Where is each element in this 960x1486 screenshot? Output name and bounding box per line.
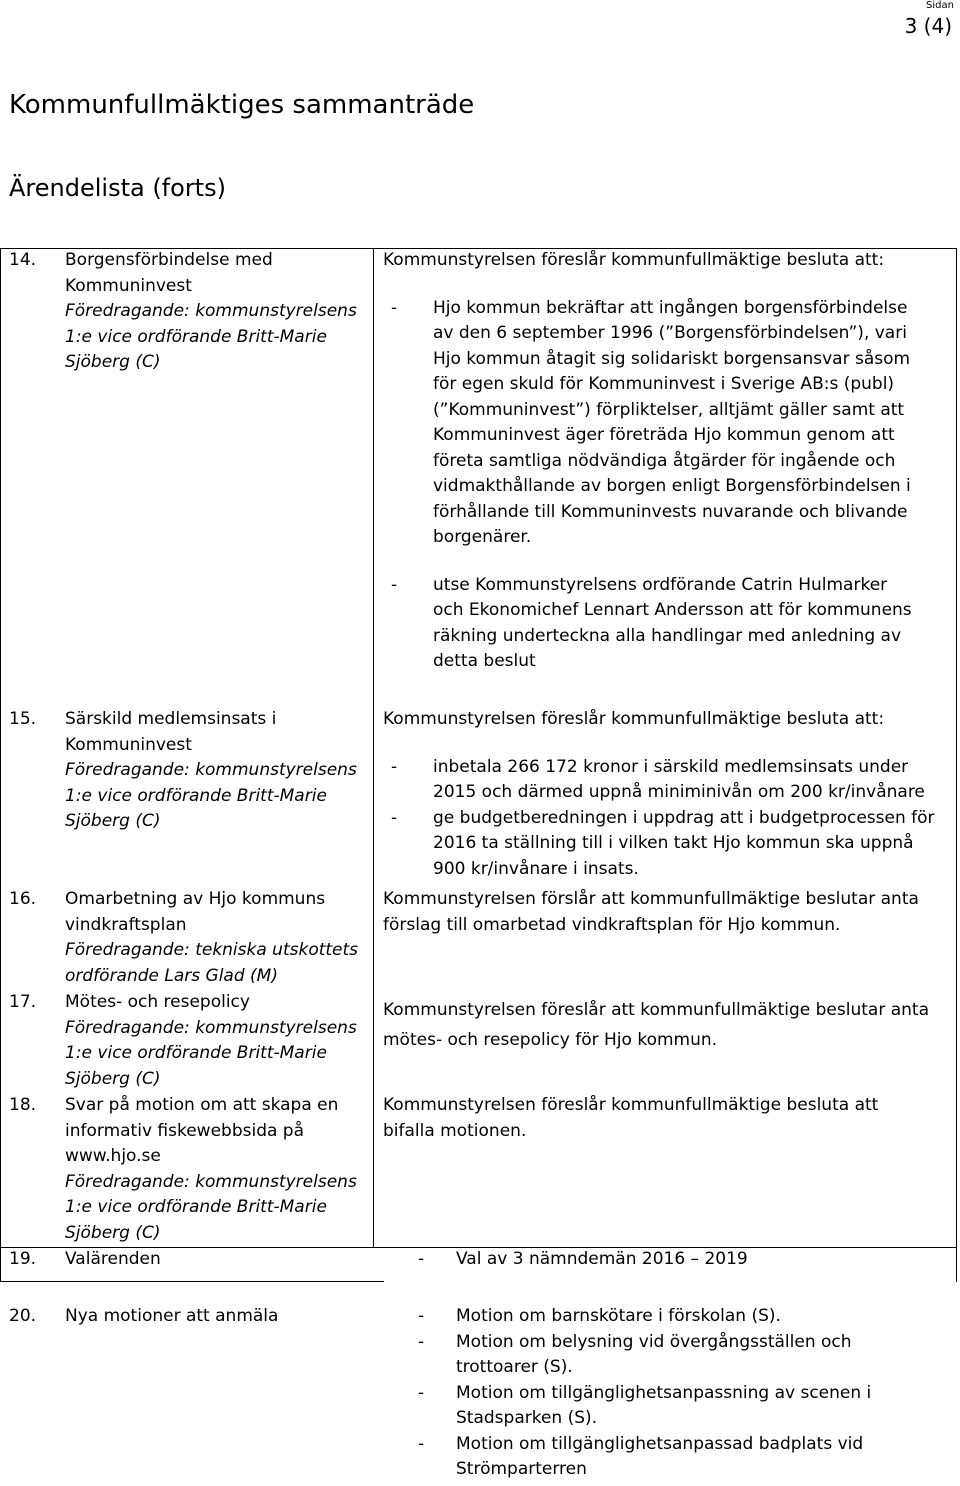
proposal-lead: Kommunstyrelsen föreslår kommunfullmäktige besluta att:: [383, 250, 885, 270]
presenter-line: 1:e vice ordförande Britt-Marie: [65, 1197, 327, 1217]
bullet-line: 2016 ta ställning till i vilken takt Hjo kommun ska uppnå: [433, 833, 914, 853]
proposal-line: förslag till omarbetad vindkraftsplan för Hjo kommun.: [383, 914, 841, 935]
presenter-line: Sjöberg (C): [65, 352, 161, 372]
proposal-line: Kommunstyrelsen föreslår att kommunfullmäktige beslutar anta: [383, 1000, 929, 1020]
bullet-line: Strömparterren: [456, 1459, 587, 1479]
item-20-right: [418, 1304, 958, 1483]
presenter-line: Sjöberg (C): [65, 1068, 161, 1089]
bullet-line: Stadsparken (S).: [456, 1408, 598, 1428]
item-18-right: [383, 1093, 953, 1144]
item-20-left: [9, 1304, 369, 1330]
bullet-line: Val av 3 nämndemän 2016 – 2019: [456, 1249, 748, 1269]
bullet-line: företa samtliga nödvändiga åtgärder för ingående och: [433, 450, 896, 471]
presenter-line: Föredragande: kommunstyrelsens: [65, 760, 357, 780]
item-title-line: Borgensförbindelse med: [65, 250, 273, 270]
item-title: Valärenden: [65, 1249, 161, 1269]
item-number: 16.: [9, 889, 37, 909]
bullet-line: Motion om belysning vid övergångsställen och: [456, 1331, 852, 1352]
item-title-line: Omarbetning av Hjo kommuns: [65, 889, 326, 909]
item-number: 17.: [9, 992, 37, 1012]
bullet-line: räkning underteckna alla handlingar med anledning av: [433, 625, 902, 646]
proposal-line: Kommunstyrelsen föreslår kommunfullmäktige besluta att: [383, 1095, 879, 1115]
item-14-right: [383, 248, 953, 675]
item-17-right: [383, 995, 953, 1055]
presenter-line: 1:e vice ordförande Britt-Marie: [65, 326, 327, 347]
item-19-right: [418, 1247, 958, 1273]
proposal-bullet: [383, 755, 953, 806]
proposal-bullet: [383, 573, 953, 675]
bullet-dash: -: [391, 574, 398, 595]
item-15-left: [9, 707, 369, 835]
proposal-lead: Kommunstyrelsen föreslår kommunfullmäktige besluta att:: [383, 709, 885, 729]
bullet-line: förhållande till Kommuninvests nuvarande och blivande: [433, 501, 908, 522]
bullet-dash: -: [418, 1249, 425, 1269]
motion-bullet: [418, 1304, 958, 1330]
item-title-line: www.hjo.se: [65, 1146, 161, 1166]
item-title-line: Kommuninvest: [65, 734, 192, 755]
bullet-line: borgenärer.: [433, 527, 532, 547]
motion-bullet: [418, 1330, 958, 1381]
bullet-dash: -: [391, 756, 398, 777]
page-subtitle: Ärendelista (forts): [9, 174, 226, 202]
item-title-line: Särskild medlemsinsats i: [65, 709, 277, 729]
motion-bullet: [418, 1381, 958, 1432]
bullet-line: Kommuninvest äger företräda Hjo kommun genom att: [433, 425, 895, 445]
item-number: 18.: [9, 1095, 37, 1115]
bullet-line: Hjo kommun åtagit sig solidariskt borgensansvar såsom: [433, 348, 911, 369]
row-divider-20: [0, 1281, 384, 1282]
item-18-left: [9, 1093, 369, 1246]
presenter-line: Föredragande: kommunstyrelsens: [65, 301, 357, 321]
column-divider: [373, 248, 374, 1248]
page-title: Kommunfullmäktiges sammanträde: [9, 90, 475, 120]
item-17-left: [9, 990, 369, 1092]
bullet-line: ge budgetberedningen i uppdrag att i budgetprocessen för: [433, 807, 935, 828]
presenter-line: Sjöberg (C): [65, 1222, 161, 1243]
item-title-line: Mötes- och resepolicy: [65, 992, 250, 1012]
item-15-right: [383, 707, 953, 882]
bullet-line: vidmakthållande av borgen enligt Borgensförbindelsen i: [433, 476, 911, 496]
sidan-label: Sidan: [926, 0, 954, 11]
item-16-right: [383, 887, 953, 938]
bullet-line: inbetala 266 172 kronor i särskild medlemsinsats under: [433, 756, 909, 777]
item-16-left: [9, 887, 369, 989]
bullet-dash: -: [418, 1331, 425, 1352]
item-number: 19.: [9, 1249, 37, 1269]
item-title-line: vindkraftsplan: [65, 914, 187, 935]
item-14-left: [9, 248, 369, 376]
bullet-line: Motion om tillgänglighetsanpassning av scenen i: [456, 1382, 872, 1403]
proposal-line: bifalla motionen.: [383, 1120, 527, 1141]
item-title: Nya motioner att anmäla: [65, 1306, 279, 1326]
item-title-line: Svar på motion om att skapa en: [65, 1095, 339, 1115]
bullet-line: Motion om tillgänglighetsanpassad badplats vid: [456, 1433, 864, 1454]
item-number: 20.: [9, 1306, 37, 1326]
item-number: 15.: [9, 709, 37, 729]
item-title-line: Kommuninvest: [65, 275, 192, 296]
motion-bullet: [418, 1432, 958, 1483]
bullet-line: Hjo kommun bekräftar att ingången borgensförbindelse: [433, 297, 908, 318]
bullet-line: för egen skuld för Kommuninvest i Sverige AB:s (publ): [433, 374, 895, 394]
bullet-line: Motion om barnskötare i förskolan (S).: [456, 1306, 781, 1326]
bullet-line: 2015 och därmed uppnå miniminivån om 200 kr/invånare: [433, 782, 925, 802]
bullet-line: trottoarer (S).: [456, 1357, 573, 1377]
bullet-dash: -: [418, 1306, 425, 1326]
presenter-line: ordförande Lars Glad (M): [65, 965, 278, 986]
item-number: 14.: [9, 250, 37, 270]
presenter-line: 1:e vice ordförande Britt-Marie: [65, 785, 327, 806]
bullet-dash: -: [418, 1433, 425, 1454]
presenter-line: Sjöberg (C): [65, 811, 161, 831]
presenter-line: Föredragande: tekniska utskottets: [65, 940, 359, 960]
bullet-line: 900 kr/invånare i insats.: [433, 858, 639, 879]
bullet-line: utse Kommunstyrelsens ordförande Catrin Hulmarker: [433, 574, 888, 595]
bullet-line: (”Kommuninvest”) förpliktelser, alltjämt gäller samt att: [433, 399, 905, 420]
bullet-dash: -: [391, 807, 398, 828]
bullet-line: detta beslut: [433, 651, 536, 671]
bullet-line: och Ekonomichef Lennart Andersson att för kommunens: [433, 600, 912, 620]
bullet-dash: -: [391, 297, 398, 318]
proposal-bullet: [383, 806, 953, 883]
proposal-line: Kommunstyrelsen förslår att kommunfullmäktige beslutar anta: [383, 889, 919, 909]
item-title-line: informativ fiskewebbsida på: [65, 1120, 305, 1141]
proposal-line: mötes- och resepolicy för Hjo kommun.: [383, 1030, 718, 1050]
bullet-line: av den 6 september 1996 (”Borgensförbindelsen”), vari: [433, 323, 907, 343]
presenter-line: 1:e vice ordförande Britt-Marie: [65, 1043, 327, 1063]
proposal-bullet: [383, 296, 953, 551]
bullet-dash: -: [418, 1382, 425, 1403]
presenter-line: Föredragande: kommunstyrelsens: [65, 1017, 357, 1038]
presenter-line: Föredragande: kommunstyrelsens: [65, 1171, 357, 1192]
page-number: 3 (4): [904, 14, 952, 38]
item-19-left: [9, 1247, 369, 1273]
proposal-bullet: [418, 1247, 958, 1273]
